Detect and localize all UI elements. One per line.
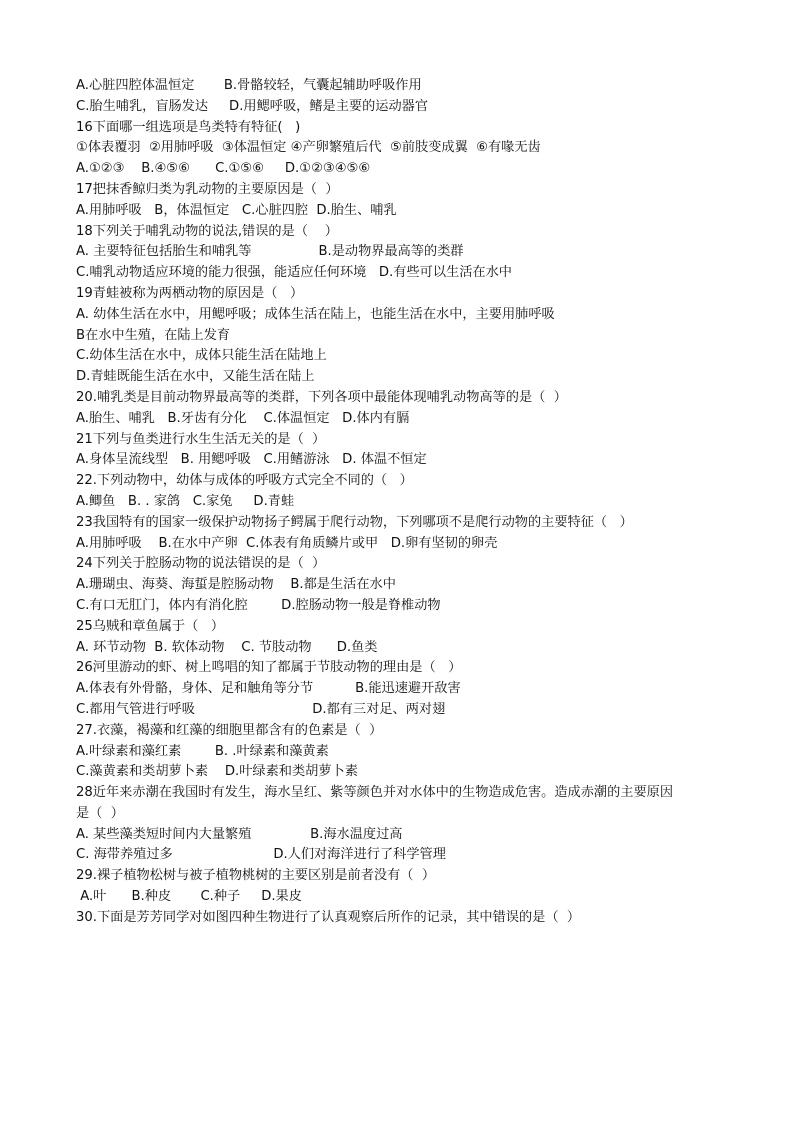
question-line: A.鲫鱼 B. . 家鸽 C.家兔 D.青蛙 (76, 493, 295, 509)
question-line: 30.下面是芳芳同学对如图四种生物进行了认真观察后所作的记录，其中错误的是（ ） (76, 909, 581, 925)
question-line: C.幼体生活在水中，成体只能生活在陆地上 (76, 348, 327, 364)
question-line: 19青蛙被称为两栖动物的原因是（ ） (76, 285, 304, 301)
question-line: A.体表有外骨骼，身体、足和触角等分节 B.能迅速避开敌害 (76, 681, 461, 697)
question-line: D.青蛙既能生活在水中，又能生活在陆上 (76, 369, 315, 385)
question-line: 28近年来赤潮在我国时有发生，海水呈红、紫等颜色并对水体中的生物造成危害。造成赤潮的主要原因 (76, 785, 674, 801)
question-line: A.①②③ B.④⑤⑥ C.①⑤⑥ D.①②③④⑤⑥ (76, 161, 371, 177)
question-line: 29.裸子植物松树与被子植物桃树的主要区别是前者没有（ ） (76, 868, 436, 884)
question-line: 是（ ） (76, 805, 124, 821)
question-line: C.都用气管进行呼吸 D.都有三对足、两对翅 (76, 701, 446, 717)
question-line: 16下面哪一组选项是鸟类特有特征( ) (76, 119, 301, 135)
question-line: 17把抹香鲸归类为乳动物的主要原因是（ ） (76, 181, 339, 197)
question-line: 22.下列动物中，幼体与成体的呼吸方式完全不同的（ ） (76, 473, 413, 489)
question-line: 20.哺乳类是目前动物界最高等的类群，下列各项中最能体现哺乳动物高等的是（ ） (76, 389, 567, 405)
exam-page (76, 76, 726, 929)
question-line: A. 主要特征包括胎生和哺乳等 B.是动物界最高等的类群 (76, 244, 464, 260)
question-line: A.心脏四腔体温恒定 B.骨骼较轻，气囊起辅助呼吸作用 (76, 78, 422, 93)
question-line: C.藻黄素和类胡萝卜素 D.叶绿素和类胡萝卜素 (76, 764, 358, 780)
question-line: A.身体呈流线型 B. 用鳃呼吸 C.用鳍游泳 D. 体温不恒定 (76, 452, 427, 468)
question-line: A.用肺呼吸 B，体温恒定 C.心脏四腔 D.胎生、哺乳 (76, 202, 397, 218)
question-line: A.叶绿素和藻红素 B. .叶绿素和藻黄素 (76, 743, 329, 759)
question-line: C. 海带养殖过多 D.人们对海洋进行了科学管理 (76, 847, 446, 863)
question-line: 27.衣藻，褐藻和红藻的细胞里都含有的色素是（ ） (76, 722, 383, 738)
question-line: 21下列与鱼类进行水生生活无关的是（ ） (76, 431, 326, 447)
question-line: A.用肺呼吸 B.在水中产卵 C.体表有角质鳞片或甲 D.卵有坚韧的卵壳 (76, 535, 498, 551)
question-line: 25乌贼和章鱼属于（ ） (76, 618, 225, 634)
question-line: C.哺乳动物适应环境的能力很强，能适应任何环境 D.有些可以生活在水中 (76, 265, 512, 281)
question-line: A.珊瑚虫、海葵、海蜇是腔肠动物 B.都是生活在水中 (76, 577, 396, 593)
question-line: A.叶 B.种皮 C.种子 D.果皮 (76, 889, 302, 905)
question-line: A.胎生、哺乳 B.牙齿有分化 C.体温恒定 D.体内有膈 (76, 410, 410, 426)
question-line: A. 环节动物 B. 软体动物 C. 节肢动物 D.鱼类 (76, 639, 378, 655)
question-line: 18下列关于哺乳动物的说法,错误的是（ ） (76, 223, 338, 239)
question-line: A. 某些藻类短时间内大量繁殖 B.海水温度过高 (76, 826, 403, 842)
question-line: B在水中生殖，在陆上发育 (76, 327, 231, 343)
question-line: A. 幼体生活在水中，用鳃呼吸；成体生活在陆上，也能生活在水中，主要用肺呼吸 (76, 306, 555, 322)
question-line: ①体表覆羽 ②用肺呼吸 ③体温恒定 ④产卵繁殖后代 ⑤前肢变成翼 ⑥有喙无齿 (76, 140, 541, 156)
question-line: 24下列关于腔肠动物的说法错误的是（ ） (76, 556, 326, 572)
question-line: 23我国特有的国家一级保护动物扬子鳄属于爬行动物，下列哪项不是爬行动物的主要特征（ ） (76, 514, 633, 530)
question-line: C.有口无肛门，体内有消化腔 D.腔肠动物一般是脊椎动物 (76, 597, 441, 613)
question-line: C.胎生哺乳，盲肠发达 D.用鳃呼吸，鳍是主要的运动器官 (76, 98, 429, 114)
question-line: 26河里游动的虾、树上鸣唱的知了都属于节肢动物的理由是（ ） (76, 660, 462, 676)
